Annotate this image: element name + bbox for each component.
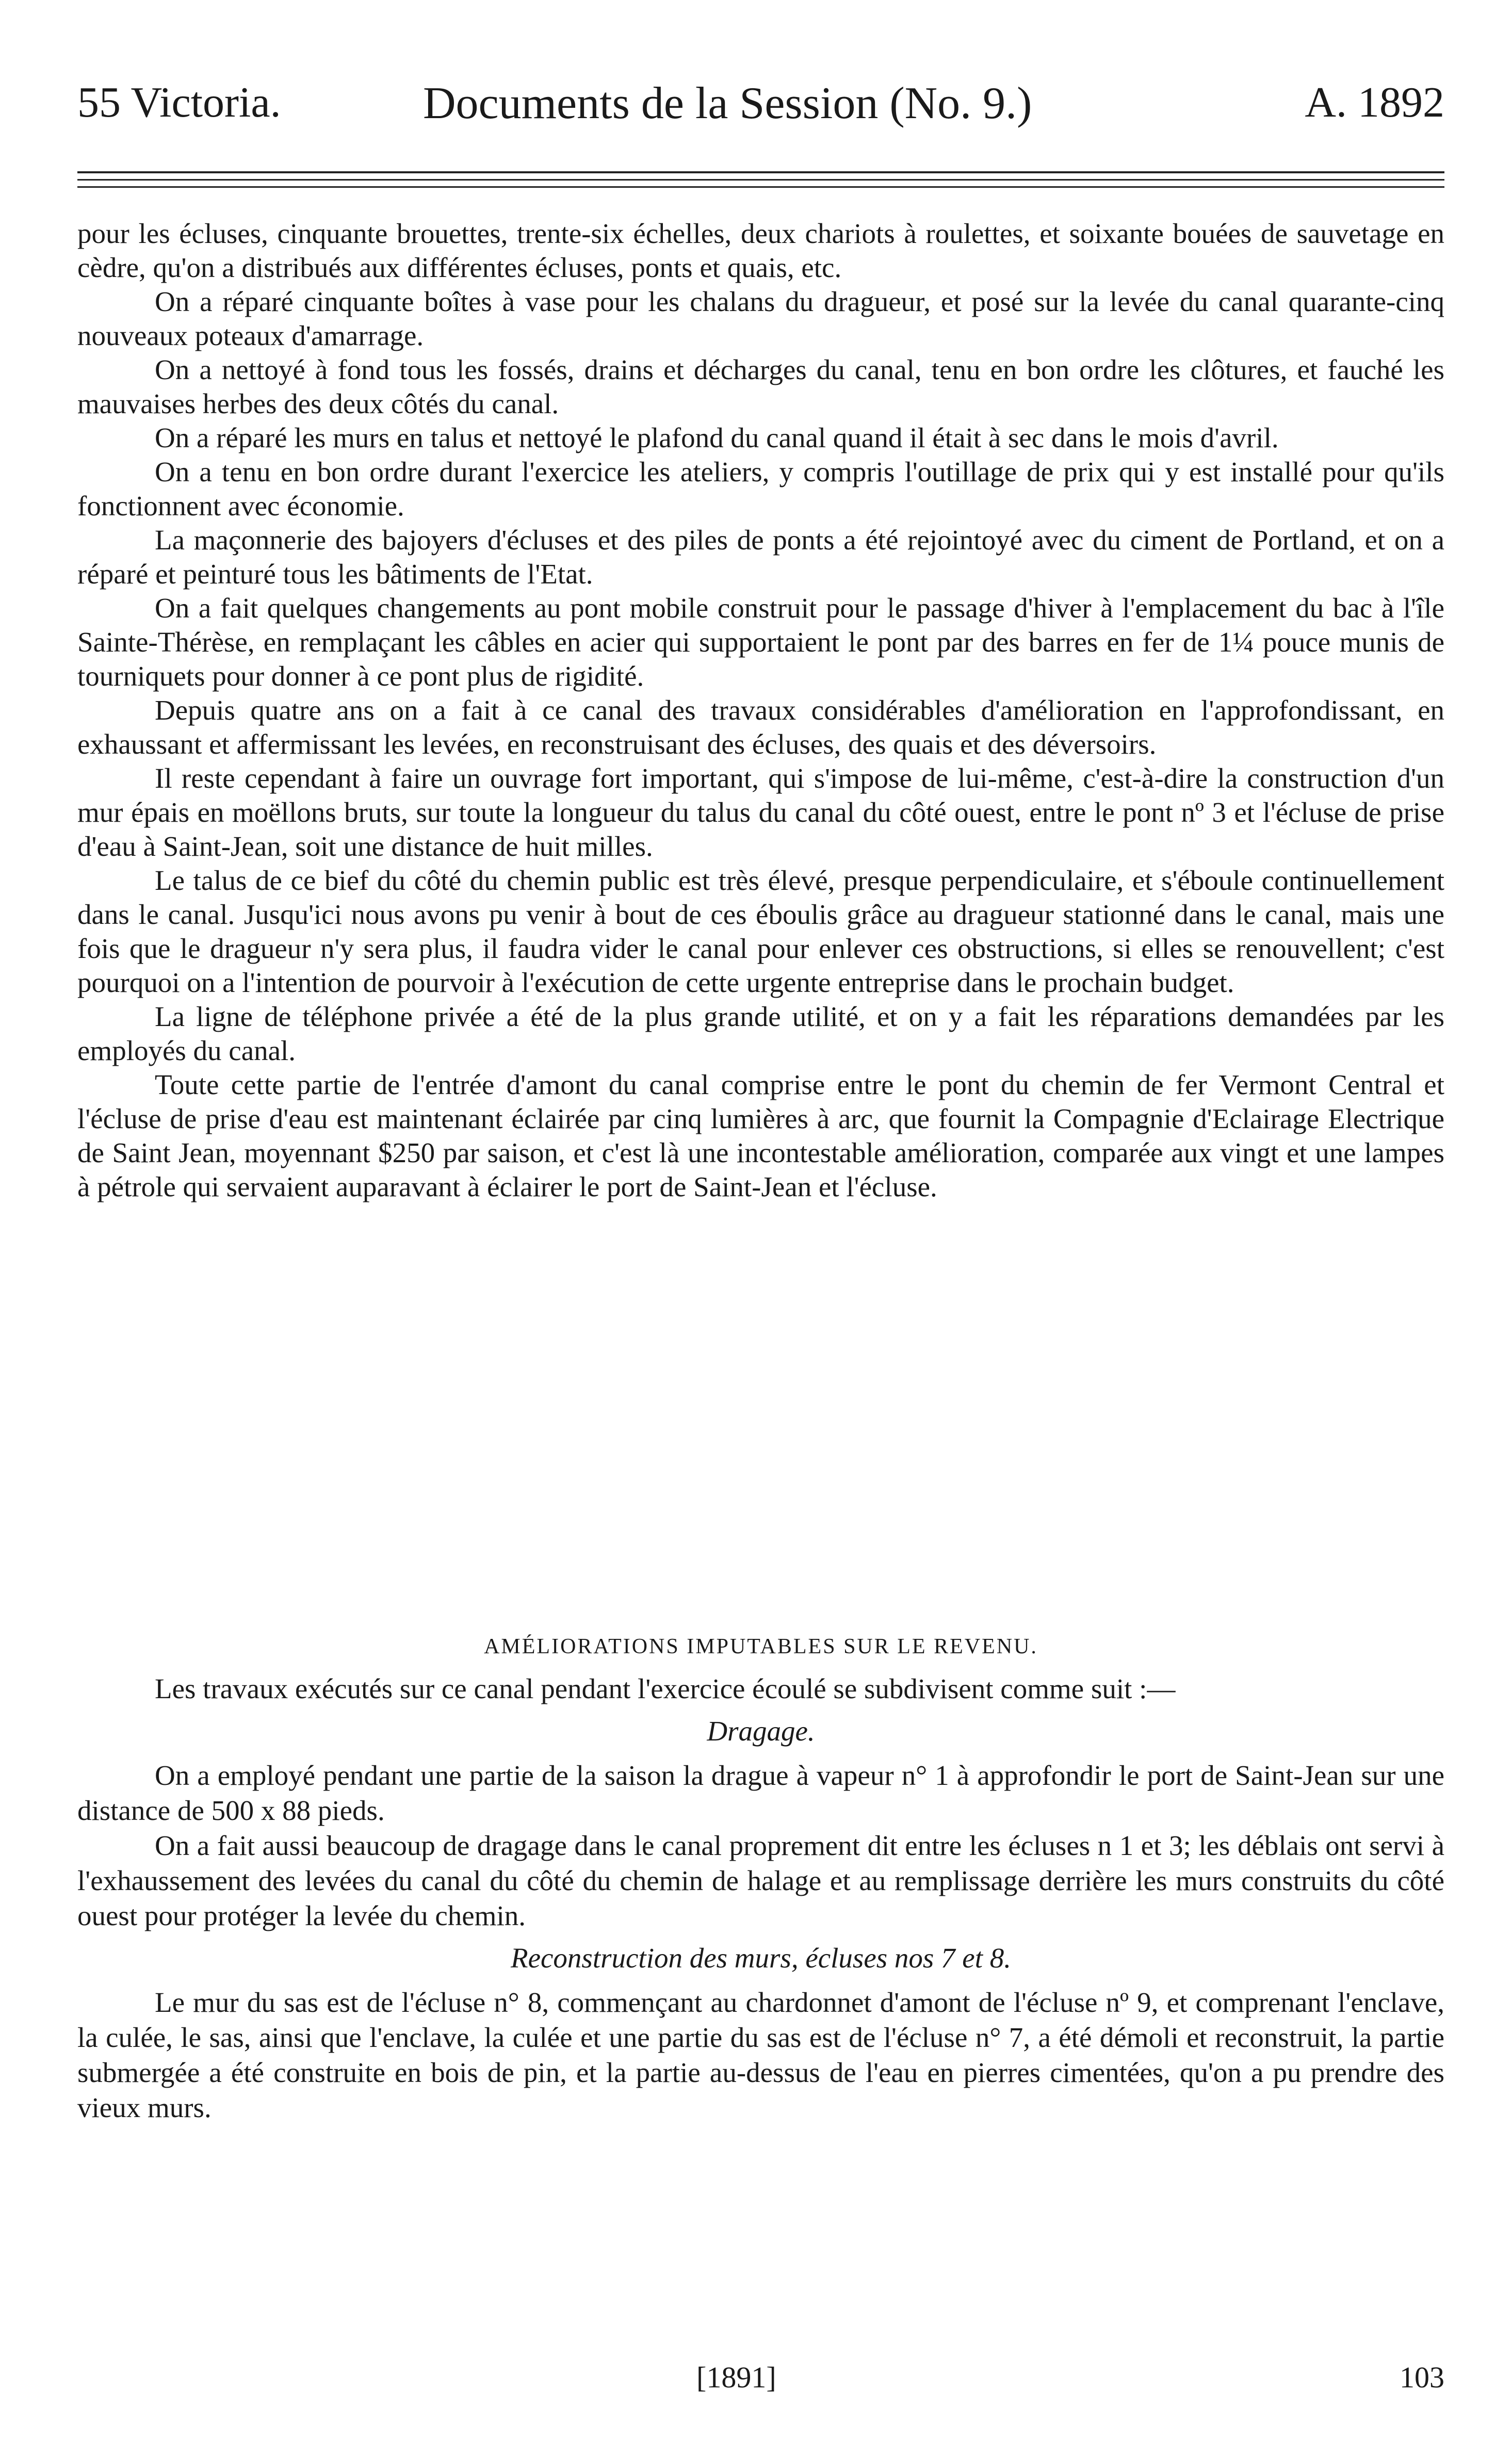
paragraph: Le talus de ce bief du côté du chemin public est très élevé, presque perpendiculaire, et s'éboule continuellement dans le canal. Jusqu'ici nous avons pu venir à bout de ces éboulis grâce au dragueur stationné dans le canal, mais une fois que le dragueur n'y sera plus, il faudra vider le canal pour enlever ces obstructions, si elles se renouvellent; c'est pourquoi on a l'intention de pourvoir à l'exécution de cette urgente entreprise dans le prochain budget. bbox=[77, 865, 1444, 998]
subsection-title-dragage: Dragage. bbox=[707, 1715, 815, 1747]
paragraph: La maçonnerie des bajoyers d'écluses et des piles de ponts a été rejointoyé avec du ciment de Portland, et on a réparé et peinturé tous les bâtiments de l'Etat. bbox=[77, 524, 1444, 590]
paragraph: On a fait aussi beaucoup de dragage dans le canal proprement dit entre les écluses n 1 et 3; les déblais ont servi à l'exhaussement des levées du canal du côté du chemin de halage et au remplissage derrière les murs construits du côté ouest pour protéger la levée du chemin. bbox=[77, 1830, 1444, 1931]
paragraph: On a fait quelques changements au pont mobile construit pour le passage d'hiver à l'emplacement du bac à l'île Sainte-Thérèse, en remplaçant les câbles en acier qui supportaient le pont par des barres en fer de 1¼ pouce munis de tourniquets pour donner à ce pont plus de rigidité. bbox=[77, 592, 1444, 692]
paragraph: Toute cette partie de l'entrée d'amont du canal comprise entre le pont du chemin de fer Vermont Central et l'écluse de prise d'eau est maintenant éclairée par cinq lumières à arc, que fournit la Compagnie d'Eclairage Electrique de Saint Jean, moyennant $250 par saison, et c'est là une incontestable amélioration, comparée aux vingt et une lampes à pétrole qui servaient auparavant à éclairer le port de Saint-Jean et l'écluse. bbox=[77, 1069, 1444, 1202]
paragraph: pour les écluses, cinquante brouettes, trente-six échelles, deux chariots à roulettes, et soixante bouées de sauvetage en cèdre, qu'on a distribués aux différentes écluses, ponts et quais, etc. bbox=[77, 218, 1444, 283]
paragraph: On a réparé cinquante boîtes à vase pour les chalans du dragueur, et posé sur la levée du canal quarante-cinq nouveaux poteaux d'amarrage. bbox=[77, 286, 1444, 351]
header-session: 55 Victoria. bbox=[77, 78, 281, 126]
document-page bbox=[77, 0, 1444, 2440]
header-title: Documents de la Session (No. 9.) bbox=[423, 78, 1032, 128]
header-year: A. 1892 bbox=[1305, 78, 1444, 126]
section-heading: AMÉLIORATIONS IMPUTABLES SUR LE REVENU. bbox=[484, 1635, 1038, 1658]
footer-year: [1891] bbox=[696, 2361, 776, 2394]
paragraph: Il reste cependant à faire un ouvrage fort important, qui s'impose de lui-même, c'est-à-dire la construction d'un mur épais en moëllons bruts, sur toute la longueur du talus du canal du côté ouest, entre le pont nº 3 et l'écluse de prise d'eau à Saint-Jean, soit une distance de huit milles. bbox=[77, 762, 1444, 862]
header-rule bbox=[77, 171, 1444, 173]
section-intro: Les travaux exécutés sur ce canal pendant l'exercice écoulé se subdivisent comme suit :— bbox=[155, 1673, 1176, 1704]
paragraph: La ligne de téléphone privée a été de la plus grande utilité, et on y a fait les réparations demandées par les employés du canal. bbox=[77, 1001, 1444, 1066]
body-text bbox=[77, 217, 1444, 1204]
paragraph: On a réparé les murs en talus et nettoyé le plafond du canal quand il était à sec dans le mois d'avril. bbox=[155, 422, 1279, 453]
subsection-title-reconstruction: Reconstruction des murs, écluses nos 7 et 8. bbox=[511, 1942, 1011, 1974]
page-number: 103 bbox=[1400, 2361, 1444, 2394]
paragraph: On a nettoyé à fond tous les fossés, drains et décharges du canal, tenu en bon ordre les clôtures, et fauché les mauvaises herbes des deux côtés du canal. bbox=[77, 354, 1444, 419]
paragraph: On a employé pendant une partie de la saison la drague à vapeur n° 1 à approfondir le port de Saint-Jean sur une distance de 500 x 88 pieds. bbox=[77, 1760, 1444, 1826]
page-header bbox=[77, 77, 1444, 139]
header-rule bbox=[77, 179, 1444, 181]
header-rule bbox=[77, 186, 1444, 188]
section-body bbox=[77, 1671, 1444, 2125]
paragraph: Le mur du sas est de l'écluse n° 8, commençant au chardonnet d'amont de l'écluse nº 9, et comprenant l'enclave, la culée, le sas, ainsi que l'enclave, la culée et une partie du sas est de l'écluse n° 7, a été démoli et reconstruit, la partie submergée a été construite en bois de pin, et la partie au-dessus de l'eau en pierres cimentées, qu'on a pu prendre des vieux murs. bbox=[77, 1987, 1444, 2123]
paragraph: Depuis quatre ans on a fait à ce canal des travaux considérables d'amélioration en l'approfondissant, en exhaussant et affermissant les levées, en reconstruisant des écluses, des quais et des déversoirs. bbox=[77, 694, 1444, 760]
paragraph: On a tenu en bon ordre durant l'exercice les ateliers, y compris l'outillage de prix qui y est installé pour qu'ils fonctionnent avec économie. bbox=[77, 456, 1444, 522]
